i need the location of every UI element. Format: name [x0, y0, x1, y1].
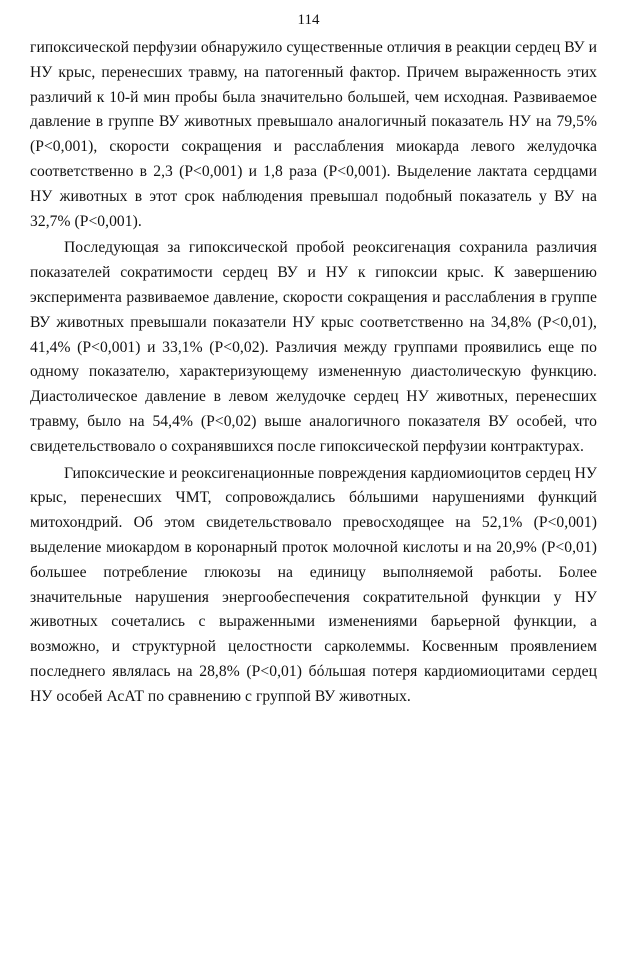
paragraph-continuation: гипоксической перфузии обнаружило существенные отличия в реакции сердец ВУ и НУ крыс, перенесших травму, на патогенный фактор. Причем выраженность этих различий к 10-й мин пробы была значительно большей, чем исходная. Развиваемое давление в группе ВУ животных превышало аналогичный показатель НУ на 79,5% (Р<0,001), скорости сокращения и расслабления миокарда левого желудочка соответственно в 2,3 (Р<0,001) и 1,8 раза (Р<0,001). Выделение лактата сердцами НУ животных в этот срок наблюдения превышал подобный показатель у ВУ на 32,7% (Р<0,001). [30, 39, 597, 230]
paragraph-reoxygenation: Последующая за гипоксической пробой реоксигенация сохранила различия показателей сократимости сердец ВУ и НУ к гипоксии крыс. К завершению эксперимента развиваемое давление, скорости сокращения и расслабления в группе ВУ животных превышали показатели НУ крыс соответственно на 34,8% (Р<0,01), 41,4% (Р<0,001) и 33,1% (Р<0,02). Различия между группами проявились еще по одному показателю, характеризующему измененную диастолическую функцию. Диастолическое давление в левом желудочке сердец НУ животных, перенесших травму, было на 54,4% (Р<0,02) выше аналогичного показателя ВУ особей, что свидетельствовало о сохранявшихся после гипоксической перфузии контрактурах. [30, 239, 597, 455]
paragraph-mitochondria: Гипоксические и реоксигенационные повреждения кардиомиоцитов сердец НУ крыс, перенесших ЧМТ, сопровождались бóльшими нарушениями функций митохондрий. Об этом свидетельствовало превосходящее на 52,1% (Р<0,001) выделение миокардом в коронарный проток молочной кислоты и на 20,9% (Р<0,01) большее потребление глюкозы на единицу выполняемой работы. Более значительные нарушения энергообеспечения сократительной функции у НУ животных сочетались с выраженными изменениями барьерной функции, а возможно, и структурной целостности сарколеммы. Косвенным проявлением последнего являлась на 28,8% (Р<0,01) бóльшая потеря кардиомиоцитами сердец НУ особей АсАТ по сравнению с группой ВУ животных. [30, 464, 597, 705]
page-number: 114 [297, 12, 320, 28]
